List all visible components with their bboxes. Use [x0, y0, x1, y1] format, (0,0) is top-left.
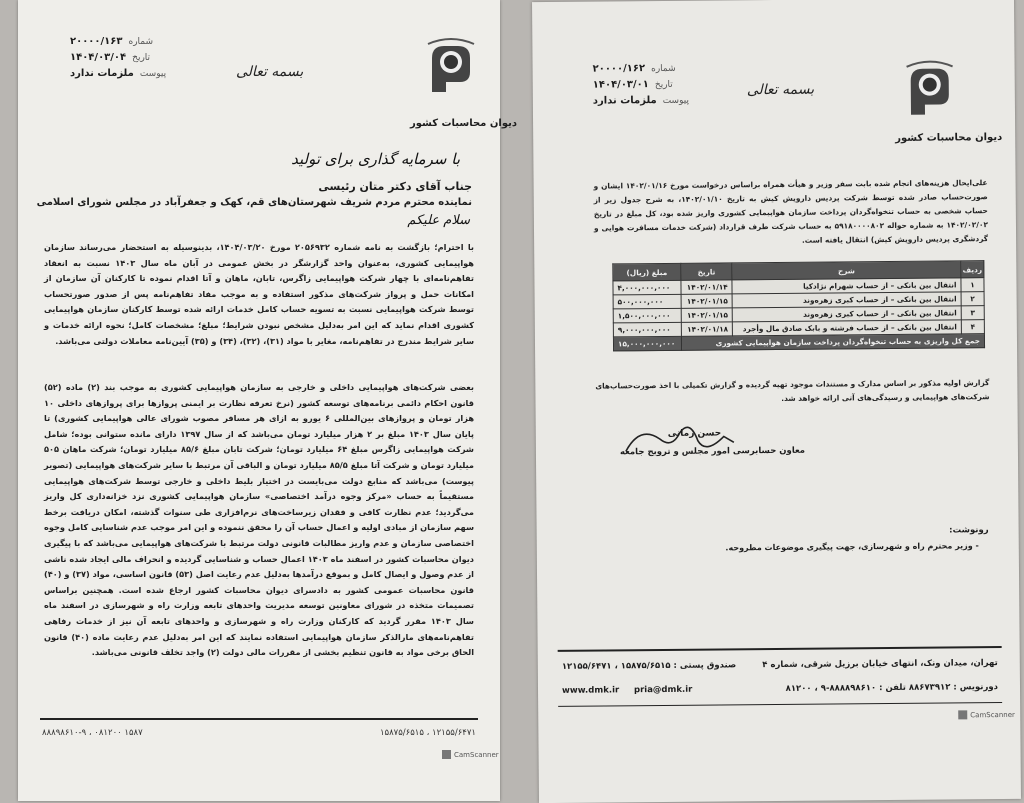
signatory-role: معاون حسابرسی امور مجلس و ترویج جامعه — [619, 445, 806, 458]
col-header: مبلغ (ریال) — [613, 263, 681, 281]
cell-description: انتقال بین بانکی – از حساب کبری زهره‌وند — [732, 306, 961, 322]
signatory-name: حسن زمانی — [667, 428, 722, 439]
scanner-label: CamScanner — [454, 750, 499, 759]
letter-attachment: ملزمات ندارد — [70, 68, 134, 79]
cell-date: ۱۴۰۲/۰۱/۱۴ — [681, 280, 732, 294]
body-paragraph-1: علی‌ایحال هزینه‌های انجام شده بابت سفر وزیر و هیأت همراه براساس درخواست مورخ ۱۴۰۲/۰۱/۱۶ ایشان و صورت‌حساب صادر شده توسط شرکت پردیس دارویش کیش به تاریخ ۱۴۰۲/۰۱/۱۰، به شرح جدول زیر از حساب شخصی به حساب تنخواه‌گردان پرداخت سازمان هواپیمایی کشوری واریز شده بود، کل مبلغ در تاریخ ۱۴۰۲/۰۲/۰۲ به شماره حواله ۵۹۱۸۰۰۰۰۸۰۲ به حساب شرکت طرف قرارداد (شرکت خدمات مسافرت هوایی و گردشگری پردیس دارویش کیش) انتقال یافته است. — [593, 178, 989, 245]
number-label: شماره — [128, 37, 154, 47]
pobox-value: ۱۵۸۷۵/۶۵۱۵ ، ۱۲۱۵۵/۶۴۷۱ — [561, 660, 671, 672]
cell-date: ۱۴۰۲/۰۱/۱۵ — [681, 294, 732, 308]
bismillah: بسمه تعالی — [746, 81, 815, 99]
body-paragraph-2: گزارش اولیه مذکور بر اساس مدارک و مستندات موجود تهیه گردیده و گزارش تکمیلی با اخذ صورت‌حساب‌های شرکت‌های هواپیمایی و رسیدگی‌های آتی ارائه خواهد شد. — [595, 378, 990, 403]
attachment-label: پیوست — [139, 69, 167, 79]
body-paragraph-2: بعضی شرکت‌های هواپیمایی داخلی و خارجی به سازمان هواپیمایی کشوری به موجب بند (۲) ماده (۵۲) قانون احکام دائمی برنامه‌های توسعه کشور (نرخ تعرفه نظارت بر ایمنی پروازها برای پروازهای داخلی ۱۰ هزار تومان و پروازهای بین‌المللی ۶ یورو به ازای هر مسافر مصوب شورای عالی هواپیمایی کشوری) تا پایان سال ۱۴۰۳ مبلغ بر ۲ هزار میلیارد تومان می‌باشد که از سال ۱۳۹۷ دارای مانده ستوانی بوده؛ شامل شرکت هواپیمایی زاگرس مبلغ ۶۴ میلیارد تومان؛ شرکت تابان مبلغ ۸۵/۶ میلیارد تومان؛ شرکت ماهان ۵۰۵ میلیارد تومان و شرکت آتا مبلغ ۸۵/۵ میلیارد تومان و الباقی آن مرتبط با سایر شرکت‌های هواپیمایی (تصویر پیوست) می‌باشد که منابع دولت می‌بایست در اختیار بلیط داخلی و خارجی توسط شرکت‌های هواپیمایی مستقیماً به حساب «مرکز وجوه درآمد اختصاصی» سازمان هواپیمایی کشوری نزد خزانه‌داری کل واریز می‌گردید؛ عدم نظارت کافی و فقدان زیرساخت‌های نرم‌افزاری طی سنوات گذشته، امکان دریافت برخط سهم سازمان از مبادی اولیه و اعمال حساب آن را محقق ننموده و این امر موجب عدم شناسایی کامل وجوه اختصاصی سازمان و عدم واریز مطالبات قانونی دولت مرتبط با شرکت‌های هواپیمایی می‌باشد که با پیگیری دیوان محاسبات کشور در اسفند ماه ۱۴۰۳ اعمال حساب و شناسایی گردیده و انحراف مالی ایجاد شده ناشی از عدم وصول و ایصال کامل و بموقع درآمدها به‌دلیل عدم رعایت اصل (۵۳) قانون اساسی، مواد (۳۷) و (۴۰) قانون محاسبات عمومی کشور به دادسرای دیوان محاسبات کشور ارجاع شده است. همچنین براساس تصمیمات متخذه در شورای معاونین توسعه مدیریت واحدهای تابعه وزارت راه و شهرسازی در اسفند ماه سال ۱۴۰۳ مقرر گردید که کارکنان وزارت راه و شهرسازی و واحدهای تابعه آن نیز از خدمات رفاهی تفاهم‌نامه‌های مارالذکر سازمان هواپیمایی استفاده نمایند که این امر به‌دلیل عدم رعایت ماده (۴۰) قانون الحاق برخی مواد به قانون تنظیم بخشی از مقررات مالی دولت (۲) واجد تخلف قانونی می‌باشد. — [44, 382, 475, 658]
address: تهران، میدان ونک، انتهای خیابان برزیل شرقی، شماره ۴ — [762, 658, 998, 671]
col-header: تاریخ — [681, 263, 732, 280]
letter-number: ۲۰۰۰۰/۱۶۳ — [70, 36, 123, 47]
letter-date: ۱۴۰۴/۰۳/۰۴ — [70, 52, 127, 63]
left-letter-page — [18, 0, 517, 801]
court-of-audit-logo — [426, 38, 476, 100]
handwritten-slogan: با سرمایه گذاری برای تولید — [291, 150, 460, 168]
scanner-label: CamScanner — [970, 710, 1015, 719]
cc-line: - وزیر محترم راه و شهرسازی، جهت پیگیری موضوعات مطروحه. — [725, 541, 979, 553]
table-total-row — [613, 334, 984, 351]
letter-date: ۱۴۰۴/۰۳/۰۱ — [592, 79, 649, 91]
cell-date: ۱۴۰۲/۰۱/۱۵ — [681, 308, 732, 322]
scanner-watermark — [958, 710, 1015, 719]
cell-description: انتقال بین بانکی – از حساب کبری زهره‌وند — [732, 292, 961, 308]
camscanner-icon — [958, 710, 967, 719]
cell-amount: ۱,۵۰۰,۰۰۰,۰۰۰ — [613, 308, 681, 323]
cell-index: ۲ — [961, 292, 984, 306]
footer-divider-2 — [558, 702, 1002, 707]
pobox-label: صندوق پستی : — [673, 660, 737, 671]
cell-amount: ۵۰۰,۰۰۰,۰۰۰ — [613, 294, 681, 309]
letter-number: ۲۰۰۰۰/۱۶۲ — [592, 63, 646, 75]
phone-value: ۸۸۸۸۹۸۶۱۰-۹ ، ۸۱۲۰۰ — [785, 683, 877, 694]
fax-value: ۸۸۶۷۳۹۱۲ — [908, 682, 951, 693]
addressee-title: نماینده محترم مردم شریف شهرستان‌های قم، کهک و جعفرآباد در مجلس شورای اسلامی — [36, 197, 472, 208]
addressee-name: جناب آقای دکتر متان رئیسی — [318, 180, 472, 193]
fax-label: دورنویس : — [953, 682, 999, 693]
phone-label: تلفن : — [879, 682, 906, 694]
number-label: شماره — [651, 63, 676, 75]
bismillah: بسمه تعالی — [236, 64, 304, 80]
right-letter-page — [532, 0, 1021, 803]
signature-scribble — [620, 420, 740, 465]
footer-divider — [558, 646, 1002, 652]
col-header: ردیف — [961, 261, 984, 278]
camscanner-icon — [442, 750, 451, 759]
col-header: شرح — [732, 261, 961, 280]
org-name: دیوان محاسبات کشور — [410, 118, 517, 129]
greeting: سلام علیکم — [407, 213, 470, 228]
footer-divider — [40, 718, 478, 720]
total-label: جمع کل واریزی به حساب تنخواه‌گردان پرداخت سازمان هواپیمایی کشوری — [681, 334, 984, 351]
letter-meta — [593, 61, 689, 110]
letter-meta — [70, 34, 166, 82]
org-name: دیوان محاسبات کشور — [895, 132, 1003, 144]
cc-title: رونوشت: — [949, 525, 989, 536]
cell-index: ۴ — [961, 320, 984, 334]
cell-amount: ۹,۰۰۰,۰۰۰,۰۰۰ — [613, 322, 681, 337]
phone-fax — [786, 682, 998, 694]
cell-index: ۳ — [961, 306, 984, 320]
website: www.dmk.ir — [561, 685, 620, 696]
letter-attachment: ملزمات ندارد — [592, 95, 657, 107]
pobox — [562, 660, 737, 672]
cell-description: انتقال بین بانکی – از حساب شهرام نژادکیا — [732, 278, 961, 294]
scanner-watermark — [442, 750, 499, 759]
cell-index: ۱ — [961, 278, 984, 292]
body-paragraph-1: با احترام؛ بازگشت به نامه شماره ۲۰۵۶۹۳۲ مورخ ۱۴۰۴/۰۳/۲۰، بدینوسیله به استحضار می‌رساند سازمان هواپیمایی کشوری، به‌عنوان واحد گزارشگر در بخش عمومی در آبان ماه سال ۱۴۰۳ نسبت به انعقاد تفاهم‌نامه‌ای با چهار شرکت هواپیمایی زاگرس، تابان، ماهان و آتا اقدام نموده تا کارکنان آن سازمان از امکانات حمل و پرواز شرکت‌های مذکور استفاده و به موجب مفاد تفاهم‌نامه پس از صدور صورتحساب توسط شرکت هواپیمایی نسبت به تسویه حساب کامل خدمات ارائه شده توسط کارکنان سازمان هواپیمایی کشوری اقدام نماید که این امر به‌دلیل مشخص نبودن شرایط؛ مبلغ؛ مشخصات کامل؛ نحوه ارائه خدمات و سایر شرایط مندرج در تفاهم‌نامه، مغایر با مواد (۳۱)، (۳۲)، (۳۴) و (۳۵) آیین‌نامه معاملات دولتی می‌باشد. — [44, 242, 474, 346]
transfers-table — [612, 260, 985, 351]
web-contacts — [562, 685, 692, 696]
cell-date: ۱۴۰۲/۰۱/۱۸ — [681, 322, 732, 336]
footer-numbers-left: ۸۸۸۹۸۶۱۰-۹ ، ۰۸۱۲۰۰ ۱۵۸۷ — [42, 728, 143, 738]
email: pria@dmk.ir — [633, 684, 693, 696]
attachment-label: پیوست — [662, 95, 689, 106]
total-amount: ۱۵,۰۰۰,۰۰۰,۰۰۰ — [613, 336, 681, 351]
date-label: تاریخ — [654, 79, 673, 91]
court-of-audit-logo — [905, 60, 956, 122]
footer-numbers-right: ۱۵۸۷۵/۶۵۱۵ ، ۱۲۱۵۵/۶۴۷۱ — [379, 728, 476, 738]
cell-description: انتقال بین بانکی – از حساب فرشته و بابک صادق مال وأجرد — [733, 320, 962, 336]
date-label: تاریخ — [132, 53, 151, 63]
cell-amount: ۴,۰۰۰,۰۰۰,۰۰۰ — [613, 280, 681, 295]
